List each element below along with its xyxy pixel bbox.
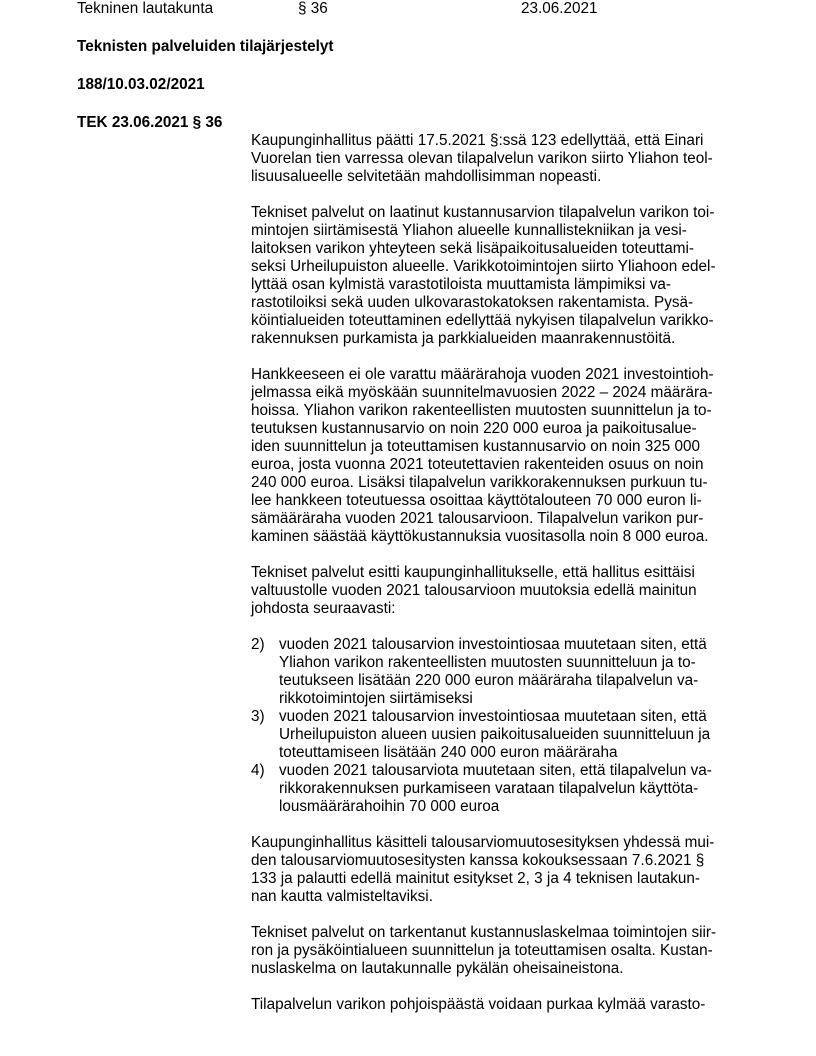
list-item	[251, 636, 746, 708]
text-line: seksi Urheilupuiston alueelle. Varikkotoimintojen siirto Yliahoon edel-	[251, 258, 716, 275]
text-line: hoissa. Yliahon varikon rakenteellisten muutosten suunnittelun ja to-	[251, 402, 712, 419]
text-line: köintialueiden toteuttaminen edellyttää nykyisen tilapalvelun varikko-	[251, 312, 714, 329]
text-line: teutuksen kustannusarvio on noin 220 000 euroa ja paikoitusalue-	[251, 420, 697, 437]
text-line: laitoksen varikon yhteyteen sekä lisäpaikoitusalueiden toteuttami-	[251, 240, 695, 257]
text-line: ron ja pysäköintialueen suunnittelun ja toteuttamisen osalta. Kustan-	[251, 942, 713, 959]
text-line: euroa, josta vuonna 2021 toteutettavien rakenteiden osuus on noin	[251, 456, 704, 473]
text-line: 240 000 euroa. Lisäksi tilapalvelun varikkorakennuksen purkuun tu-	[251, 474, 708, 491]
text-line: sämääräraha vuoden 2021 talousarvioon. Tilapalvelun varikon pur-	[251, 510, 704, 527]
text-line: iden suunnittelun ja toteuttamisen kustannusarvio on noin 325 000	[251, 438, 701, 455]
text-line: Tekniset palvelut esitti kaupunginhallitukselle, että hallitus esittäisi	[251, 564, 695, 581]
paragraph	[251, 996, 746, 1014]
text-line: vuoden 2021 talousarviota muutetaan siten, että tilapalvelun va-	[279, 762, 712, 779]
text-line: Vuorelan tien varressa olevan tilapalvelun varikon siirto Yliahon teol-	[251, 150, 713, 167]
header-section-number: § 36	[298, 0, 328, 17]
text-line: Urheilupuiston alueen uusien paikoitusalueiden suunnitteluun ja	[279, 726, 711, 743]
text-line: lee hankkeen toteutuessa osoittaa käyttötalouteen 70 000 euron li-	[251, 492, 702, 509]
meeting-reference: TEK 23.06.2021 § 36	[77, 114, 223, 131]
text-line: lyttää osan kylmistä varastotiloista muuttamista lämpimiksi va-	[251, 276, 671, 293]
paragraph	[251, 204, 746, 348]
text-line: vuoden 2021 talousarvion investointiosaa muutetaan siten, että	[279, 636, 707, 653]
document-title: Teknisten palveluiden tilajärjestelyt	[77, 38, 334, 55]
text-line: valtuustolle vuoden 2021 talousarvioon muutoksia edellä mainitun	[251, 582, 697, 599]
text-line: rikkotoimintojen siirtämiseksi	[279, 690, 473, 707]
text-line: vuoden 2021 talousarvion investointiosaa muutetaan siten, että	[279, 708, 707, 725]
numbered-list	[251, 636, 746, 816]
text-line: nan kautta valmisteltaviksi.	[251, 888, 433, 905]
text-line: johdosta seuraavasti:	[251, 600, 396, 617]
text-line: mintojen siirtämisestä Yliahon alueelle kunnallistekniikan ja vesi-	[251, 222, 687, 239]
header-date: 23.06.2021	[521, 0, 598, 17]
record-number: 188/10.03.02/2021	[77, 76, 205, 93]
paragraph	[251, 132, 746, 186]
text-line: nuslaskelma on lautakunnalle pykälän oheisaineistona.	[251, 960, 624, 977]
text-line: rikkorakennuksen purkamiseen varataan tilapalvelun käyttöta-	[279, 780, 699, 797]
text-line: Kaupunginhallitus käsitteli talousarviomuutosesityksen yhdessä mui-	[251, 834, 715, 851]
text-line: Tekniset palvelut on laatinut kustannusarvion tilapalvelun varikon toi-	[251, 204, 715, 221]
list-item	[251, 708, 746, 762]
list-item	[251, 762, 746, 816]
text-line: rakennuksen purkamista ja parkkialueiden maanrakennustöitä.	[251, 330, 676, 347]
text-line: den talousarviomuutosesitysten kanssa kokouksessaan 7.6.2021 §	[251, 852, 705, 869]
text-line: kaminen säästää käyttökustannuksia vuositasolla noin 8 000 euroa.	[251, 528, 709, 545]
text-line: Yliahon varikon rakenteellisten muutosten suunnitteluun ja to-	[279, 654, 696, 671]
list-item-number: 3)	[251, 708, 265, 725]
text-line: lousmäärärahoihin 70 000 euroa	[279, 798, 500, 815]
paragraph	[251, 564, 746, 618]
header-body-name: Tekninen lautakunta	[77, 0, 214, 17]
text-line: toteuttamiseen lisätään 240 000 euron määräraha	[279, 744, 618, 761]
text-line: rastotiloiksi sekä uuden ulkovarastokatoksen rakentamista. Pysä-	[251, 294, 694, 311]
text-line: lisuusalueelle selvitetään mahdollisimman nopeasti.	[251, 168, 602, 185]
text-line: Hankkeeseen ei ole varattu määrärahoja vuoden 2021 investointioh-	[251, 366, 714, 383]
text-line: Kaupunginhallitus päätti 17.5.2021 §:ssä 123 edellyttää, että Einari	[251, 132, 704, 149]
list-item-number: 4)	[251, 762, 265, 779]
paragraph	[251, 366, 746, 546]
text-line: Tekniset palvelut on tarkentanut kustannuslaskelmaa toimintojen siir-	[251, 924, 717, 941]
paragraph	[251, 924, 746, 978]
text-line: Tilapalvelun varikon pohjoispäästä voidaan purkaa kylmää varasto-	[251, 996, 706, 1013]
text-line: 133 ja palautti edellä mainitut esitykset 2, 3 ja 4 teknisen lautakun-	[251, 870, 700, 887]
text-line: teutukseen lisätään 220 000 euron määräraha tilapalvelun va-	[279, 672, 699, 689]
paragraph	[251, 834, 746, 906]
list-item-number: 2)	[251, 636, 265, 653]
document-body	[251, 132, 746, 1032]
text-line: jelmassa eikä myöskään suunnitelmavuosien 2022 – 2024 määrära-	[251, 384, 713, 401]
